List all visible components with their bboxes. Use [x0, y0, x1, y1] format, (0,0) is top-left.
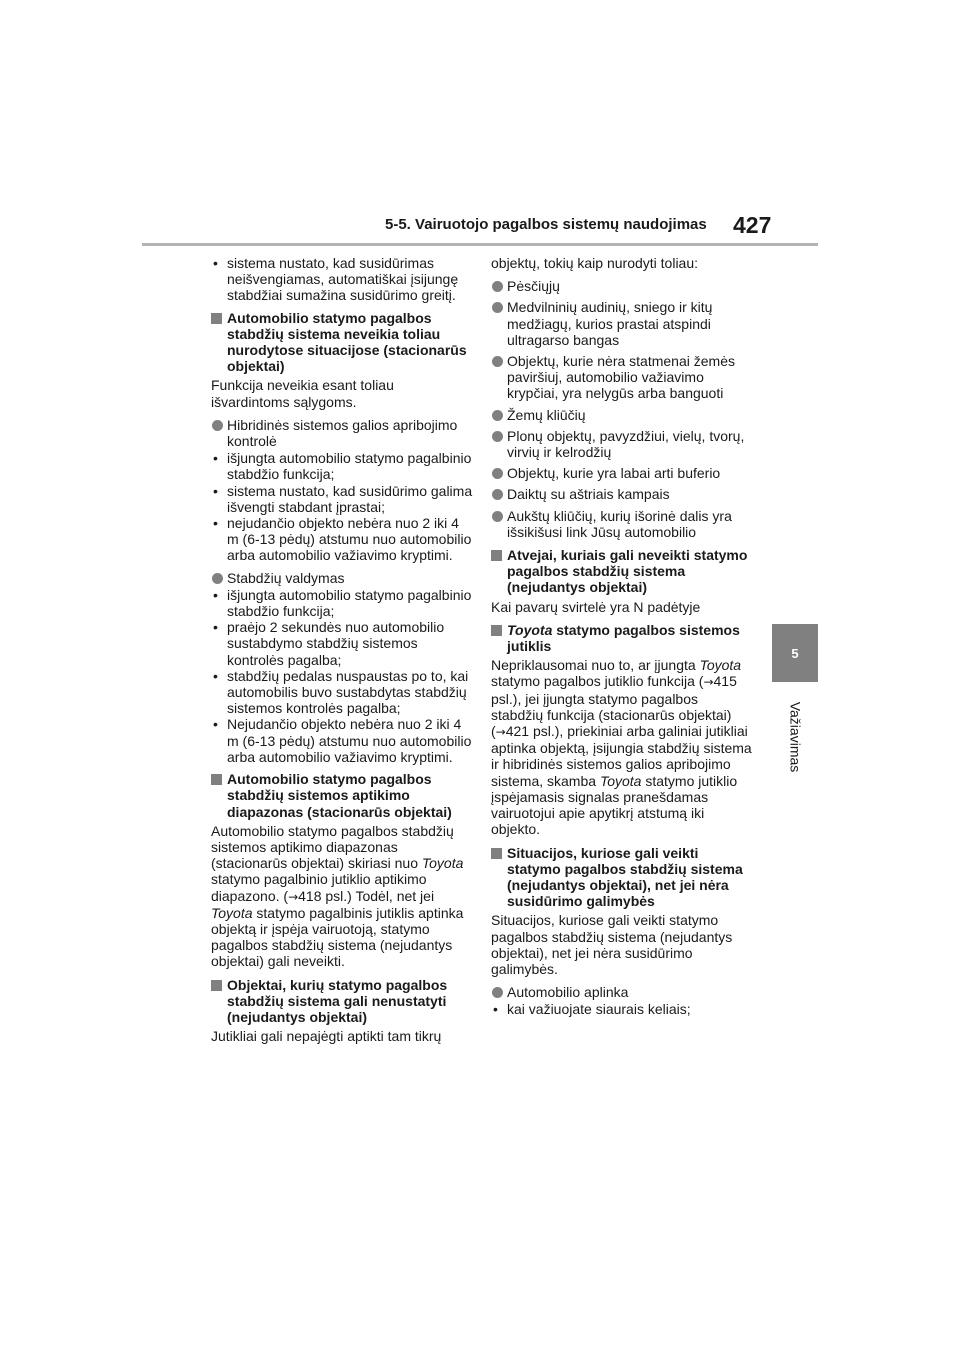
header-rule	[142, 243, 818, 246]
square-marker-icon	[491, 550, 502, 561]
arrow-icon: →	[495, 725, 506, 740]
page-number: 427	[733, 212, 772, 238]
chapter-number: 5	[791, 645, 799, 661]
dot-item-text: Aukštų kliūčių, kurių išorinė dalis yra išsikišusi link Jūsų automobilio	[507, 507, 732, 540]
circle-marker-icon	[492, 281, 503, 292]
text-run: statymo jutiklio įspėjamasis signalas pranešdamas vairuotojui apie apytikrį atstumą iki objekto.	[491, 772, 738, 838]
dot-item-text: Daiktų su aštriais kampais	[507, 486, 670, 503]
dot-item-text: Objektų, kurie yra labai arti buferio	[507, 465, 721, 482]
list-item	[211, 483, 473, 515]
bullet: •	[493, 1001, 498, 1018]
brand-name: Toyota	[421, 855, 464, 872]
circle-marker-icon	[492, 431, 503, 442]
square-marker-icon	[211, 774, 222, 785]
section-heading-text: Objektai, kurių statymo pagalbos stabdžių sistema gali nenustatyti (nejudantys objektai)	[227, 976, 448, 1025]
brand-name: Toyota	[507, 621, 553, 638]
bullet: •	[213, 482, 218, 499]
chapter-label-text: Važiavimas	[787, 701, 804, 773]
dot-item	[491, 407, 753, 423]
dot-item	[491, 984, 753, 1000]
list-item-text: sistema nustato, kad susidūrimo galima išvengti stabdant įprastai;	[227, 482, 473, 515]
dot-item	[491, 278, 753, 294]
list-item	[211, 619, 473, 668]
running-header: 5-5. Vairuotojo pagalbos sistemų naudojimas	[385, 216, 707, 233]
right-column	[491, 255, 753, 1018]
brand-name: Toyota	[211, 904, 253, 921]
left-column	[211, 255, 473, 1051]
circle-marker-icon	[492, 468, 503, 479]
square-marker-icon	[211, 313, 222, 324]
circle-marker-icon	[212, 420, 223, 431]
bullet: •	[213, 586, 218, 603]
dot-item-text: Pėsčiųjų	[507, 278, 560, 295]
dot-item-text: Medvilninių audinių, sniego ir kitų medžiagų, kurios prastai atspindi ultragarso bangas	[507, 299, 713, 348]
section-heading	[211, 977, 473, 1026]
list-item-text: išjungta automobilio statymo pagalbinio stabdžio funkcija;	[227, 586, 472, 620]
text-run: statymo pagalbos jutiklio funkcija (	[491, 673, 704, 690]
bullet: •	[213, 667, 218, 684]
list-item-text: stabdžių pedalas nuspaustas po to, kai automobilis buvo sustabdytas stabdžių sistemos kontrolės pagalba;	[227, 667, 469, 717]
dot-item	[211, 570, 473, 586]
paragraph: Kai pavarų svirtelė yra N padėtyje	[491, 598, 701, 615]
list-item	[211, 587, 473, 619]
section-heading	[211, 771, 473, 820]
bullet: •	[213, 515, 218, 532]
dot-item	[491, 508, 753, 540]
dot-item	[491, 428, 753, 460]
list-item	[491, 1001, 753, 1017]
dot-item	[491, 353, 753, 402]
bullet: •	[213, 450, 218, 467]
page-reference: 415 psl.), jei įjungta statymo pagalbos stabdžių funkcija (stacionarūs objektai) (	[491, 673, 737, 740]
circle-marker-icon	[492, 489, 503, 500]
brand-name: Toyota	[699, 657, 742, 674]
dot-item	[491, 486, 753, 502]
chapter-tab	[772, 624, 818, 682]
circle-marker-icon	[492, 987, 503, 998]
section-heading-text: Atvejai, kuriais gali neveikti statymo pagalbos stabdžių sistema (nejudantys objektai)	[507, 547, 748, 596]
dot-item-text: Automobilio aplinka	[507, 984, 629, 1001]
dot-item-text: Hibridinės sistemos galios apribojimo kontrolė	[227, 416, 458, 450]
dot-item-text: Žemų kliūčių	[507, 406, 586, 423]
list-item	[211, 716, 473, 765]
list-item	[211, 668, 473, 717]
list-item-text: kai važiuojate siaurais keliais;	[507, 1001, 691, 1018]
paragraph: objektų, tokių kaip nurodyti toliau:	[491, 255, 699, 271]
text-run: Nepriklausomai nuo to, ar įjungta	[491, 657, 696, 674]
circle-marker-icon	[492, 302, 503, 313]
text-run: statymo pagalbinio jutiklio aptikimo diapazono. (	[211, 871, 427, 904]
section-heading	[211, 310, 473, 375]
list-item-text: sistema nustato, kad susidūrimas neišvengiamas, automatiškai įsijungę stabdžiai sumažina susidūrimo greitį.	[227, 255, 459, 304]
dot-item-text: Objektų, kurie nėra statmenai žemės paviršiuj, automobilio važiavimo krypčiai, yra nelygūs arba banguoti	[507, 353, 735, 402]
list-item-text: nejudančio objekto nebėra nuo 2 iki 4 m (6-13 pėdų) atstumu nuo automobilio arba automobilio važiavimo kryptimi.	[227, 515, 472, 564]
circle-marker-icon	[492, 410, 503, 421]
dot-item	[491, 465, 753, 481]
dot-item-text: Plonų objektų, pavyzdžiui, vielų, tvorų, virvių ir kelrodžių	[507, 427, 745, 461]
arrow-icon: →	[288, 889, 299, 904]
dot-item	[491, 299, 753, 348]
page-reference: 418 psl.) Todėl, net jei	[298, 887, 435, 904]
circle-marker-icon	[492, 511, 503, 522]
paragraph	[491, 657, 753, 837]
dot-item	[211, 417, 473, 449]
page-reference: 421 psl.), priekiniai arba galiniai jutikliai aptinka objektą, įsijungia stabdžių sistema ir hibridinės sistemos galios apribojimo sistema, skamba	[491, 723, 752, 789]
bullet: •	[213, 255, 218, 271]
bullet: •	[213, 619, 218, 636]
chapter-label	[772, 692, 818, 782]
list-item	[211, 515, 473, 564]
list-item-text: Nejudančio objekto nebėra nuo 2 iki 4 m (6-13 pėdų) atstumu nuo automobilio arba automobilio važiavimo kryptimi.	[227, 716, 472, 765]
square-marker-icon	[211, 980, 222, 991]
square-marker-icon	[491, 625, 502, 636]
paragraph: Funkcija neveikia esant toliau išvardintoms sąlygoms.	[211, 377, 394, 410]
section-heading	[491, 547, 753, 596]
list-item	[211, 450, 473, 482]
circle-marker-icon	[212, 573, 223, 584]
list-item-text: išjungta automobilio statymo pagalbinio stabdžio funkcija;	[227, 450, 472, 483]
arrow-icon: →	[703, 675, 714, 690]
square-marker-icon	[491, 848, 502, 859]
list-item-text: praėjo 2 sekundės nuo automobilio sustabdymo stabdžių sistemos kontrolės pagalba;	[227, 619, 445, 668]
paragraph	[211, 823, 473, 970]
dot-item-text: Stabdžių valdymas	[227, 569, 345, 586]
section-heading-text: Automobilio statymo pagalbos stabdžių sistema neveikia toliau nurodytose situacijose (stacionarūs objektai)	[227, 309, 467, 375]
section-heading	[491, 622, 753, 654]
text-run: Automobilio statymo pagalbos stabdžių sistemos aptikimo diapazonas (stacionarūs objektai) skiriasi nuo	[211, 822, 454, 872]
section-heading-text: Situacijos, kuriose gali veikti statymo pagalbos stabdžių sistema (nejudantys objektai), net jei nėra susidūrimo galimybės	[507, 844, 743, 910]
section-heading	[491, 845, 753, 910]
circle-marker-icon	[492, 356, 503, 367]
paragraph: Jutikliai gali nepajėgti aptikti tam tikrų	[211, 1028, 442, 1045]
list-item	[211, 255, 473, 304]
paragraph: Situacijos, kuriose gali veikti statymo pagalbos stabdžių sistema (nejudantys objektai), net jei nėra susidūrimo galimybės.	[491, 912, 733, 977]
section-heading-text: statymo pagalbos sistemos jutiklis	[507, 621, 740, 655]
bullet: •	[213, 716, 218, 733]
section-heading-text: Automobilio statymo pagalbos stabdžių sistemos aptikimo diapazonas (stacionarūs objektai)	[227, 771, 452, 820]
text-run: statymo pagalbinis jutiklis aptinka objektą ir įspėja vairuotoją, statymo pagalbos stabdžių sistema (nejudantys objektai) gali neveikti.	[211, 904, 464, 970]
brand-name: Toyota	[599, 772, 642, 789]
